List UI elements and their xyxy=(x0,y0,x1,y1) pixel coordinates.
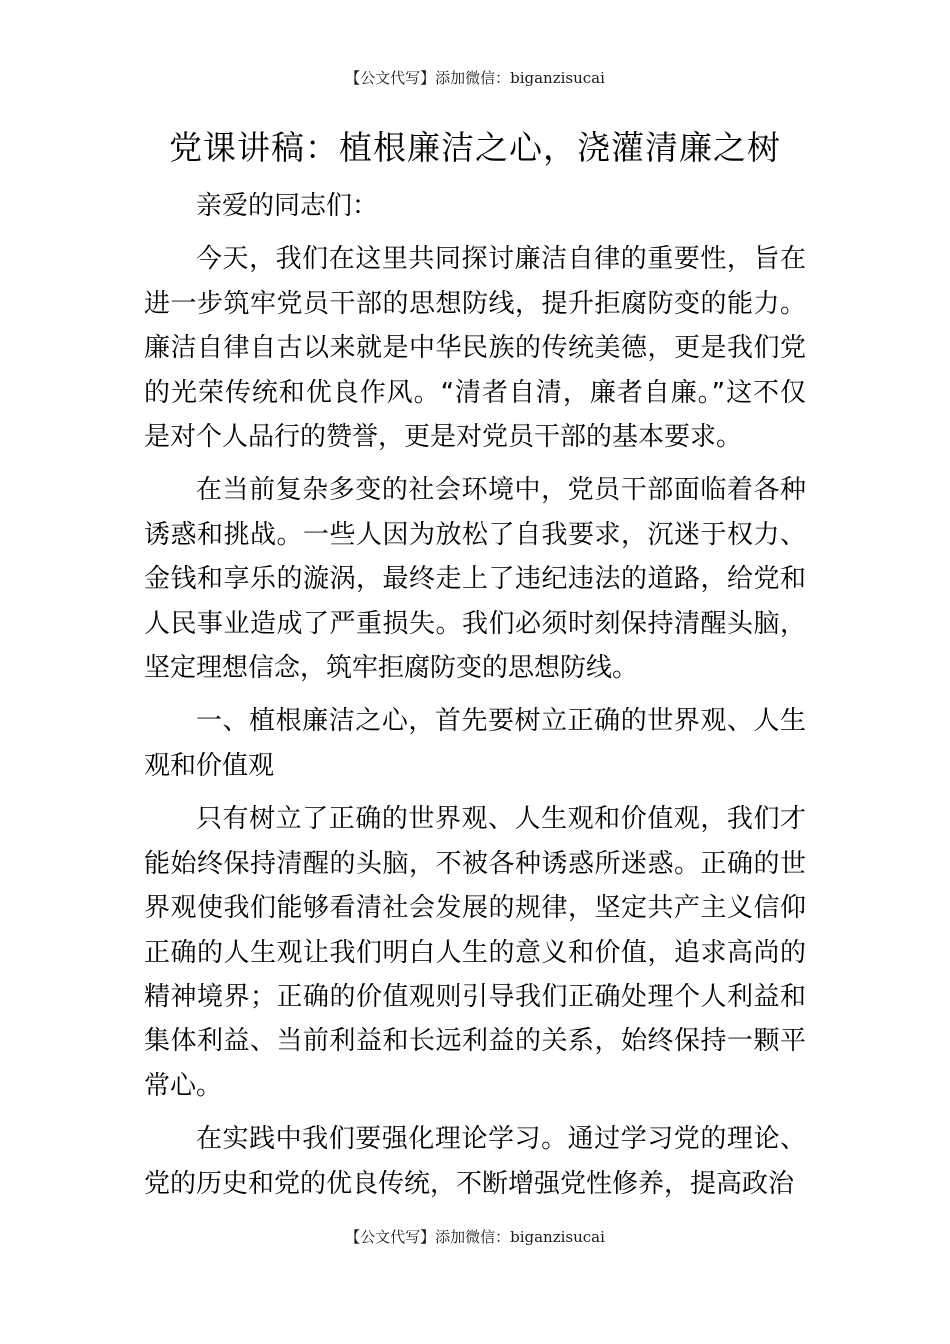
document-body xyxy=(144,184,806,1215)
body-paragraph: 在实践中我们要强化理论学习。通过学习党的理论、党的历史和党的优良传统，不断增强党性修养，提高政治 xyxy=(144,1124,806,1199)
page-footer-watermark: 【公文代写】添加微信：biganzisucai xyxy=(345,1228,605,1246)
page-header-watermark: 【公文代写】添加微信：biganzisucai xyxy=(345,69,605,87)
document-title: 党课讲稿：植根廉洁之心，浇灌清廉之树 xyxy=(169,128,781,167)
body-paragraph: 在当前复杂多变的社会环境中，党员干部面临着各种诱惑和挑战。一些人因为放松了自我要求，沉迷于权力、金钱和享乐的漩涡，最终走上了违纪违法的道路，给党和人民事业造成了严重损失。我们必须时刻保持清醒头脑，坚定理想信念，筑牢拒腐防变的思想防线。 xyxy=(144,475,806,684)
salutation-paragraph: 亲爱的同志们： xyxy=(196,191,379,221)
section-heading: 一、植根廉洁之心，首先要树立正确的世界观、人生观和价值观 xyxy=(144,706,806,781)
body-paragraph: 只有树立了正确的世界观、人生观和价值观，我们才能始终保持清醒的头脑，不被各种诱惑所迷惑。正确的世界观使我们能够看清社会发展的规律，坚定共产主义信仰正确的人生观让我们明白人生的意义和价值，追求高尚的精神境界；正确的价值观则引导我们正确处理个人利益和集体利益、当前利益和长远利益的关系，始终保持一颗平常心。 xyxy=(144,804,806,1101)
body-paragraph: 今天，我们在这里共同探讨廉洁自律的重要性，旨在进一步筑牢党员干部的思想防线，提升拒腐防变的能力。廉洁自律自古以来就是中华民族的传统美德，更是我们党的光荣传统和优良作风。“清者自清，廉者自廉。”这不仅是对个人品行的赞誉，更是对党员干部的基本要求。 xyxy=(144,244,806,453)
